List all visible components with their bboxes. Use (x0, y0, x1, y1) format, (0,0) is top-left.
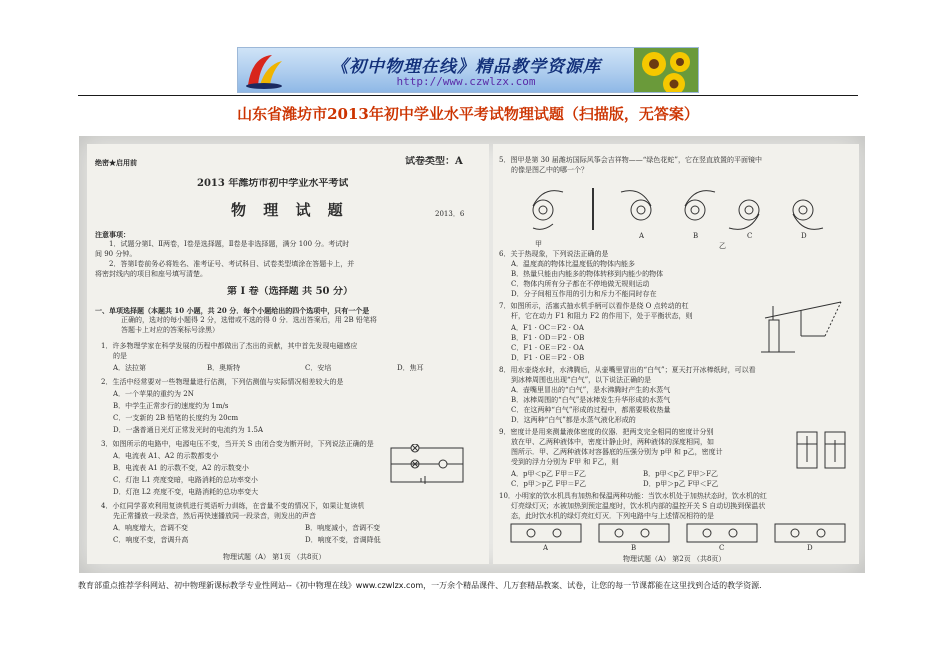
q2-option: D．一盏普通日光灯正常发光时的电流约为 1.5A (113, 426, 264, 434)
q9-option: D．p甲＞p乙 F甲＜F乙 (643, 480, 719, 488)
q6-option: A．温度高的物体比温度低的物体内能多 (511, 260, 636, 268)
note-line: 将密封线内的项目和座号填写清楚。 (95, 270, 207, 278)
exam-name: 2013 年潍坊市初中学业水平考试 (197, 178, 349, 189)
document-title: 山东省潍坊市2013年初中学业水平考试物理试题（扫描版，无答案） (237, 105, 699, 123)
q8-option: A．壶嘴里冒出的“白气”，是水沸腾时产生的水蒸气 (511, 386, 671, 394)
circuit-option-label: D (807, 544, 813, 552)
page-footer: 物理试题（A） 第2页 （共8页） (623, 555, 726, 563)
q4-option: A．响度增大，音调不变 (113, 524, 189, 532)
subject-title: 物 理 试 题 (231, 202, 349, 219)
q9-option: C．p甲＞p乙 F甲＝F乙 (511, 480, 587, 488)
q3-option: A．电流表 A1、A2 的示数都变小 (113, 452, 219, 460)
q8-option: D．这两种“白气”都是水蒸气液化形成的 (511, 416, 636, 424)
question-10: 10．小明家的饮水机具有加热和保温两种功能：当饮水机处于加热状态时，饮水机的红 (499, 492, 767, 500)
question-2: 2．生活中经常要对一些物理量进行估测，下列估测值与实际情况相差较大的是 (101, 378, 344, 386)
question-9-cont: 受到的浮力分别为 F甲 和 F乙，则 (511, 458, 619, 466)
question-10-cont: 灯亮绿灯灭；水被加热到预定温度时，饮水机内部的温控开关 S 自动切换到保温状 (511, 502, 766, 510)
q4-option: C．响度不变，音调升高 (113, 536, 189, 544)
q6-option: D．分子间相互作用的引力和斥力不能同时存在 (511, 290, 657, 298)
note-line: 1．试题分第Ⅰ、Ⅱ两卷，Ⅰ卷是选择题，Ⅱ卷是非选择题，满分 100 分。考试时 (109, 240, 350, 248)
site-logo-icon (242, 51, 286, 91)
figure-label: D (801, 232, 807, 240)
site-banner[interactable] (237, 47, 699, 93)
question-1: 1．许多物理学家在科学发展的历程中都做出了杰出的贡献，其中首先发现电磁感应 (101, 342, 358, 350)
part-title: 一、单项选择题（本题共 10 小题，共 20 分．每个小题给出的四个选项中，只有一个是 (95, 306, 370, 315)
question-9-cont: 图所示．甲、乙两种液体对容器底的压强分别为 p甲 和 p乙，密度计 (511, 448, 723, 456)
q1-option: D．焦耳 (397, 364, 424, 372)
question-4: 4．小红同学喜欢利用复读机进行英语听力训练，在音量不变的情况下，如果让复读机 (101, 502, 365, 510)
q9-option: B．p甲＜p乙 F甲＞F乙 (643, 470, 719, 478)
q7-pump-lever-diagram (755, 296, 847, 356)
figure-label: 乙 (719, 242, 726, 250)
q3-option: C．灯泡 L1 亮度变暗，电路消耗的总功率变小 (113, 476, 258, 484)
question-7: 7．如图所示，活塞式抽水机手柄可以看作是绕 O 点转动的杠 (499, 302, 689, 310)
q3-option: D．灯泡 L2 亮度不变，电路消耗的总功率变大 (113, 488, 259, 496)
banner-brand-text: 《初中物理在线》精品教学资源库 (331, 57, 601, 77)
confidential-mark: 绝密★启用前 (95, 158, 137, 167)
q6-option: B．热量只能由内能多的物体转移到内能少的物体 (511, 270, 664, 278)
figure-label: B (693, 232, 699, 240)
question-5: 5．图甲是第 30 届潍坊国际风筝会吉祥物——“绿色花蛇”，它在竖直放置的平面镜中 (499, 156, 762, 164)
header-rule (78, 95, 858, 96)
question-7-cont: 杆，它在动力 F1 和阻力 F2 的作用下，处于平衡状态，则 (511, 312, 693, 320)
q1-option: A．法拉第 (113, 364, 147, 372)
q3-circuit-diagram (387, 444, 467, 486)
question-9-cont: 放在甲、乙两种液体中，密度计静止时，两种液体的深度相同，如 (511, 438, 714, 446)
figure-label: A (639, 232, 645, 240)
banner-url[interactable]: http://www.czwlzx.com (396, 75, 536, 88)
paper-type: 试卷类型：A (405, 156, 463, 167)
q3-option: B．电流表 A1 的示数不变，A2 的示数变小 (113, 464, 249, 472)
q8-option: B．冰棒周围的“白气”是冰棒发生升华形成的水蒸气 (511, 396, 671, 404)
part-instructions: 正确的，选对的每小题得 2 分，选错或不选的得 0 分．选出答案后，用 2B 铅笔将 (121, 316, 377, 324)
q2-option: C．一支新的 2B 铅笔的长度约为 20cm (113, 414, 239, 422)
bottom-promo-note: 教育部重点推荐学科网站、初中物理新课标教学专业性网站--《初中物理在线》www.czwlzx.com，一万余个精品课件、几万套精品教案、试卷，让您的每一节课都能在这里找到合适的教学资源． (78, 581, 768, 590)
q10-circuit-options (507, 522, 851, 546)
q1-option: B．奥斯特 (207, 364, 241, 372)
page-footer: 物理试题（A） 第1页 （共8页） (223, 553, 326, 561)
note-line: 间 90 分钟。 (95, 250, 137, 258)
scanned-exam-image (79, 136, 865, 573)
q5-kite-mascot-figure (503, 178, 853, 238)
q4-option: D．响度不变，音调降低 (305, 536, 381, 544)
q2-option: B．中学生正常步行的速度约为 1m/s (113, 402, 229, 410)
q1-option: C．安培 (305, 364, 332, 372)
q9-option: A．p甲＜p乙 F甲＝F乙 (511, 470, 586, 478)
question-4-cont: 先正常播放一段录音，然后再快速播放同一段录音，则发出的声音 (113, 512, 316, 520)
circuit-option-label: B (631, 544, 637, 552)
circuit-option-label: C (719, 544, 725, 552)
q9-hydrometer-diagram (793, 428, 851, 472)
question-8-cont: 到冰棒周围也出现“白气”，以下说法正确的是 (511, 376, 652, 384)
q7-option: B．F1 · OD＝F2 · OB (511, 334, 585, 342)
question-9: 9．密度计是用来测量液体密度的仪器．把两支完全相同的密度计分别 (499, 428, 714, 436)
circuit-option-label: A (543, 544, 549, 552)
question-1-cont: 的是 (113, 352, 127, 360)
question-5-cont: 的像是图乙中的哪一个？ (511, 166, 588, 174)
question-8: 8．用水壶烧水时，水沸腾后，从壶嘴里冒出的“白气”；夏天打开冰棒纸时，可以看 (499, 366, 756, 374)
q8-option: C．在这两种“白气”形成的过程中，都需要吸收热量 (511, 406, 671, 414)
q7-option: C．F1 · OE＝F2 · OA (511, 344, 584, 352)
question-6: 6．关于热现象，下列说法正确的是 (499, 250, 609, 258)
figure-label: C (747, 232, 753, 240)
sunflower-decoration-icon (634, 48, 698, 93)
q6-option: C．物体内所有分子都在不停地做无规则运动 (511, 280, 650, 288)
note-line: 2．答第Ⅰ卷前务必将姓名、准考证号、考试科目、试卷类型填涂在答题卡上，并 (109, 260, 355, 268)
part-instructions: 答题卡上对应的答案标号涂黑） (121, 326, 219, 334)
q7-option: D．F1 · OE＝F2 · OB (511, 354, 585, 362)
q7-option: A．F1 · OC＝F2 · OA (511, 324, 584, 332)
notes-title: 注意事项： (95, 230, 130, 239)
exam-date: 2013．6 (435, 210, 465, 218)
q2-option: A．一个苹果的重约为 2N (113, 390, 194, 398)
figure-label: 甲 (535, 240, 542, 248)
exam-page-1 (87, 144, 489, 564)
q4-option: B．响度减小，音调不变 (305, 524, 381, 532)
question-10-cont: 态，此时饮水机的绿灯亮红灯灭．下列电路中与上述情况相符的是 (511, 512, 714, 520)
section-title: 第 Ⅰ 卷（选择题 共 50 分） (227, 286, 354, 297)
question-3: 3．如图所示的电路中，电源电压不变，当开关 S 由闭合变为断开时，下列说法正确的是 (101, 440, 374, 448)
exam-page-2 (493, 144, 859, 564)
